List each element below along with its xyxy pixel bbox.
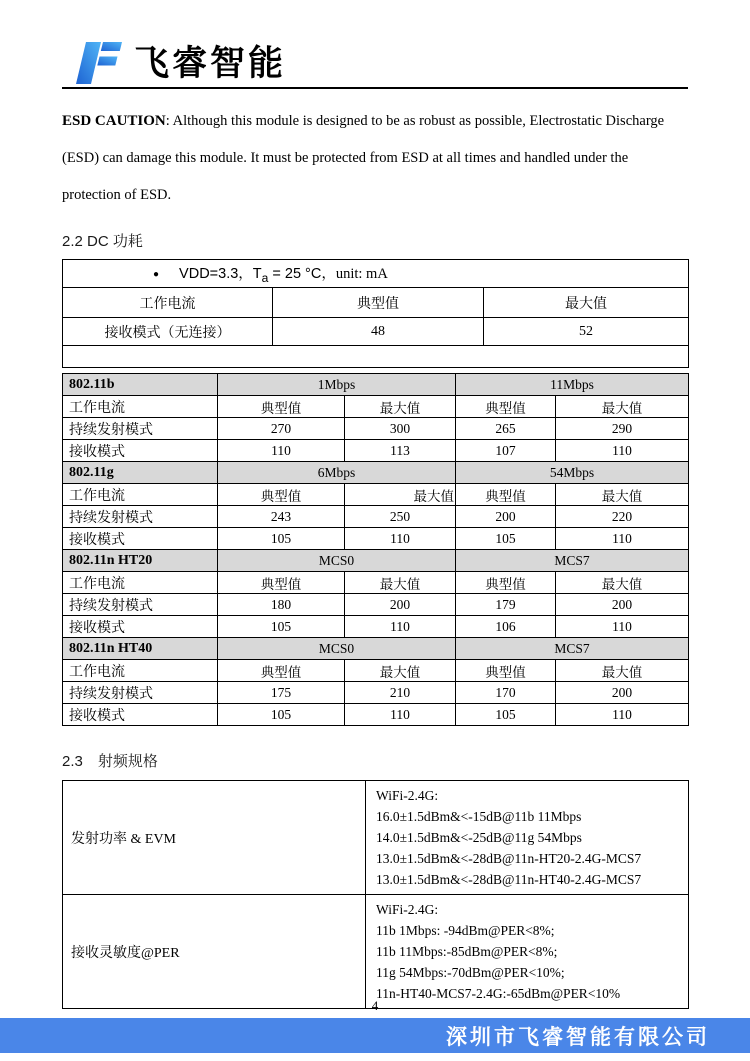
data-cell: 200: [456, 506, 556, 528]
header-cell: 工作电流: [63, 396, 218, 418]
wifi-modes-current-table: [62, 373, 689, 726]
rate-span-cell: 54Mbps: [456, 462, 689, 484]
footer-bar: [0, 1018, 750, 1053]
dc-row-label: 接收模式（无连接）: [63, 318, 273, 346]
rf-value-cell: [366, 781, 689, 895]
page-number: 4: [371, 998, 379, 1013]
section-heading-dc: 2.2 DC 功耗: [62, 233, 143, 250]
dc-condition-unit: unit: mA: [335, 266, 388, 283]
table-row: [63, 682, 689, 704]
header-cell: 最大值: [556, 572, 689, 594]
table-row: [63, 616, 689, 638]
data-cell: 107: [456, 440, 556, 462]
data-cell: 105: [218, 528, 345, 550]
header-cell: 典型值: [218, 572, 345, 594]
section-heading-rf: 2.3 射频规格: [62, 753, 158, 770]
data-cell: 110: [345, 528, 456, 550]
esd-caution-text: : Although this module is designed to be as robust as possible, Electrostatic Discharge (ESD) can damage this module. It must be protected from ESD at all times and handled under the protection of ESD.: [62, 113, 665, 203]
brand-logo-icon: [74, 42, 122, 84]
data-cell: 105: [218, 616, 345, 638]
rf-line: 11b 11Mbps:-85dBm@PER<8%;: [376, 944, 558, 959]
header-cell: 典型值: [218, 660, 345, 682]
header-cell: 典型值: [218, 484, 345, 506]
rf-line: WiFi-2.4G:: [376, 788, 439, 803]
dc-condition-cell: [63, 260, 689, 288]
data-cell: 110: [556, 528, 689, 550]
dc-header-cell: 工作电流: [63, 288, 273, 318]
rate-span-cell: 6Mbps: [218, 462, 456, 484]
header-cell: 最大值: [345, 484, 456, 506]
header-cell: 典型值: [456, 484, 556, 506]
rate-span-cell: MCS7: [456, 638, 689, 660]
data-cell: 110: [345, 616, 456, 638]
header-cell: 最大值: [345, 660, 456, 682]
rf-spec-table: [62, 780, 689, 1009]
header-cell: 典型值: [456, 396, 556, 418]
data-cell: 110: [345, 704, 456, 726]
subheader-row: [63, 572, 689, 594]
header-cell: 最大值: [556, 660, 689, 682]
data-cell: 200: [556, 682, 689, 704]
data-cell: 200: [556, 594, 689, 616]
header-cell: 最大值: [556, 484, 689, 506]
row-label-cell: 持续发射模式: [63, 594, 218, 616]
brand-header: [62, 0, 688, 89]
rf-line: 11g 54Mbps:-70dBm@PER<10%;: [376, 965, 565, 980]
row-label-cell: 接收模式: [63, 440, 218, 462]
rf-line: 13.0±1.5dBm&<-28dB@11n-HT40-2.4G-MCS7: [376, 872, 642, 887]
data-cell: 105: [218, 704, 345, 726]
protocol-row: [63, 550, 689, 572]
data-cell: 210: [345, 682, 456, 704]
subheader-row: [63, 484, 689, 506]
rf-label-cell: 发射功率 & EVM: [63, 781, 366, 895]
rf-line: 13.0±1.5dBm&<-28dB@11n-HT20-2.4G-MCS7: [376, 851, 642, 866]
data-cell: 110: [218, 440, 345, 462]
footer-company-name: 深圳市飞睿智能有限公司: [446, 1024, 710, 1049]
header-cell: 最大值: [556, 396, 689, 418]
protocol-cell: 802.11n HT20: [63, 550, 218, 572]
data-cell: 265: [456, 418, 556, 440]
dc-header-cell: 典型值: [273, 288, 484, 318]
table-row: [63, 895, 689, 1009]
header-cell: 工作电流: [63, 660, 218, 682]
row-label-cell: 接收模式: [63, 528, 218, 550]
rf-line: WiFi-2.4G:: [376, 902, 439, 917]
data-cell: 105: [456, 528, 556, 550]
data-cell: 243: [218, 506, 345, 528]
data-cell: 220: [556, 506, 689, 528]
protocol-cell: 802.11g: [63, 462, 218, 484]
rate-span-cell: 11Mbps: [456, 374, 689, 396]
data-cell: 106: [456, 616, 556, 638]
data-cell: 105: [456, 704, 556, 726]
header-cell: 典型值: [456, 660, 556, 682]
dc-empty-cell: [63, 346, 689, 368]
protocol-row: [63, 638, 689, 660]
data-cell: 179: [456, 594, 556, 616]
table-row: [63, 506, 689, 528]
rate-span-cell: MCS0: [218, 550, 456, 572]
header-cell: 工作电流: [63, 572, 218, 594]
rf-line: 16.0±1.5dBm&<-15dB@11b 11Mbps: [376, 809, 582, 824]
subheader-row: [63, 660, 689, 682]
bullet-icon: ●: [153, 269, 160, 281]
table-row: [63, 528, 689, 550]
table-row: [63, 440, 689, 462]
dc-condition-pre: VDD=3.3，T: [179, 266, 262, 283]
header-cell: 最大值: [345, 396, 456, 418]
row-label-cell: 接收模式: [63, 704, 218, 726]
table-row: [63, 418, 689, 440]
brand-logo-text: 飞睿智能: [134, 43, 287, 83]
data-cell: 200: [345, 594, 456, 616]
header-cell: 典型值: [218, 396, 345, 418]
row-label-cell: 持续发射模式: [63, 418, 218, 440]
rf-value-cell: [366, 895, 689, 1009]
data-cell: 250: [345, 506, 456, 528]
dc-condition-row: [63, 260, 689, 288]
data-cell: 110: [556, 616, 689, 638]
data-cell: 290: [556, 418, 689, 440]
header-cell: 最大值: [345, 572, 456, 594]
dc-typ-value: 48: [273, 318, 484, 346]
rf-line: 11n-HT40-MCS7-2.4G:-65dBm@PER<10%: [376, 986, 621, 1001]
rf-line: 14.0±1.5dBm&<-25dB@11g 54Mbps: [376, 830, 582, 845]
subheader-row: [63, 396, 689, 418]
protocol-row: [63, 462, 689, 484]
header-cell: 工作电流: [63, 484, 218, 506]
esd-caution-label: ESD CAUTION: [62, 113, 166, 129]
row-label-cell: 持续发射模式: [63, 682, 218, 704]
dc-condition-mid: = 25 °C，: [268, 266, 336, 283]
data-cell: 110: [556, 440, 689, 462]
table-row: [63, 704, 689, 726]
dc-empty-row: [63, 346, 689, 368]
data-cell: 300: [345, 418, 456, 440]
data-cell: 180: [218, 594, 345, 616]
data-cell: 175: [218, 682, 345, 704]
header-cell: 典型值: [456, 572, 556, 594]
rf-label-cell: 接收灵敏度@PER: [63, 895, 366, 1009]
rate-span-cell: MCS0: [218, 638, 456, 660]
esd-caution-paragraph: [62, 103, 688, 214]
rate-span-cell: MCS7: [456, 550, 689, 572]
dc-condition-sub: a: [261, 270, 269, 285]
dc-header-row: [63, 288, 689, 318]
data-cell: 170: [456, 682, 556, 704]
dc-max-value: 52: [484, 318, 689, 346]
table-row: [63, 781, 689, 895]
dc-header-cell: 最大值: [484, 288, 689, 318]
row-label-cell: 持续发射模式: [63, 506, 218, 528]
protocol-row: [63, 374, 689, 396]
rate-span-cell: 1Mbps: [218, 374, 456, 396]
data-cell: 113: [345, 440, 456, 462]
table-row: [63, 594, 689, 616]
dc-data-row: [63, 318, 689, 346]
data-cell: 270: [218, 418, 345, 440]
protocol-cell: 802.11n HT40: [63, 638, 218, 660]
row-label-cell: 接收模式: [63, 616, 218, 638]
data-cell: 110: [556, 704, 689, 726]
protocol-cell: 802.11b: [63, 374, 218, 396]
dc-power-table: [62, 259, 689, 368]
rf-line: 11b 1Mbps: -94dBm@PER<8%;: [376, 923, 555, 938]
